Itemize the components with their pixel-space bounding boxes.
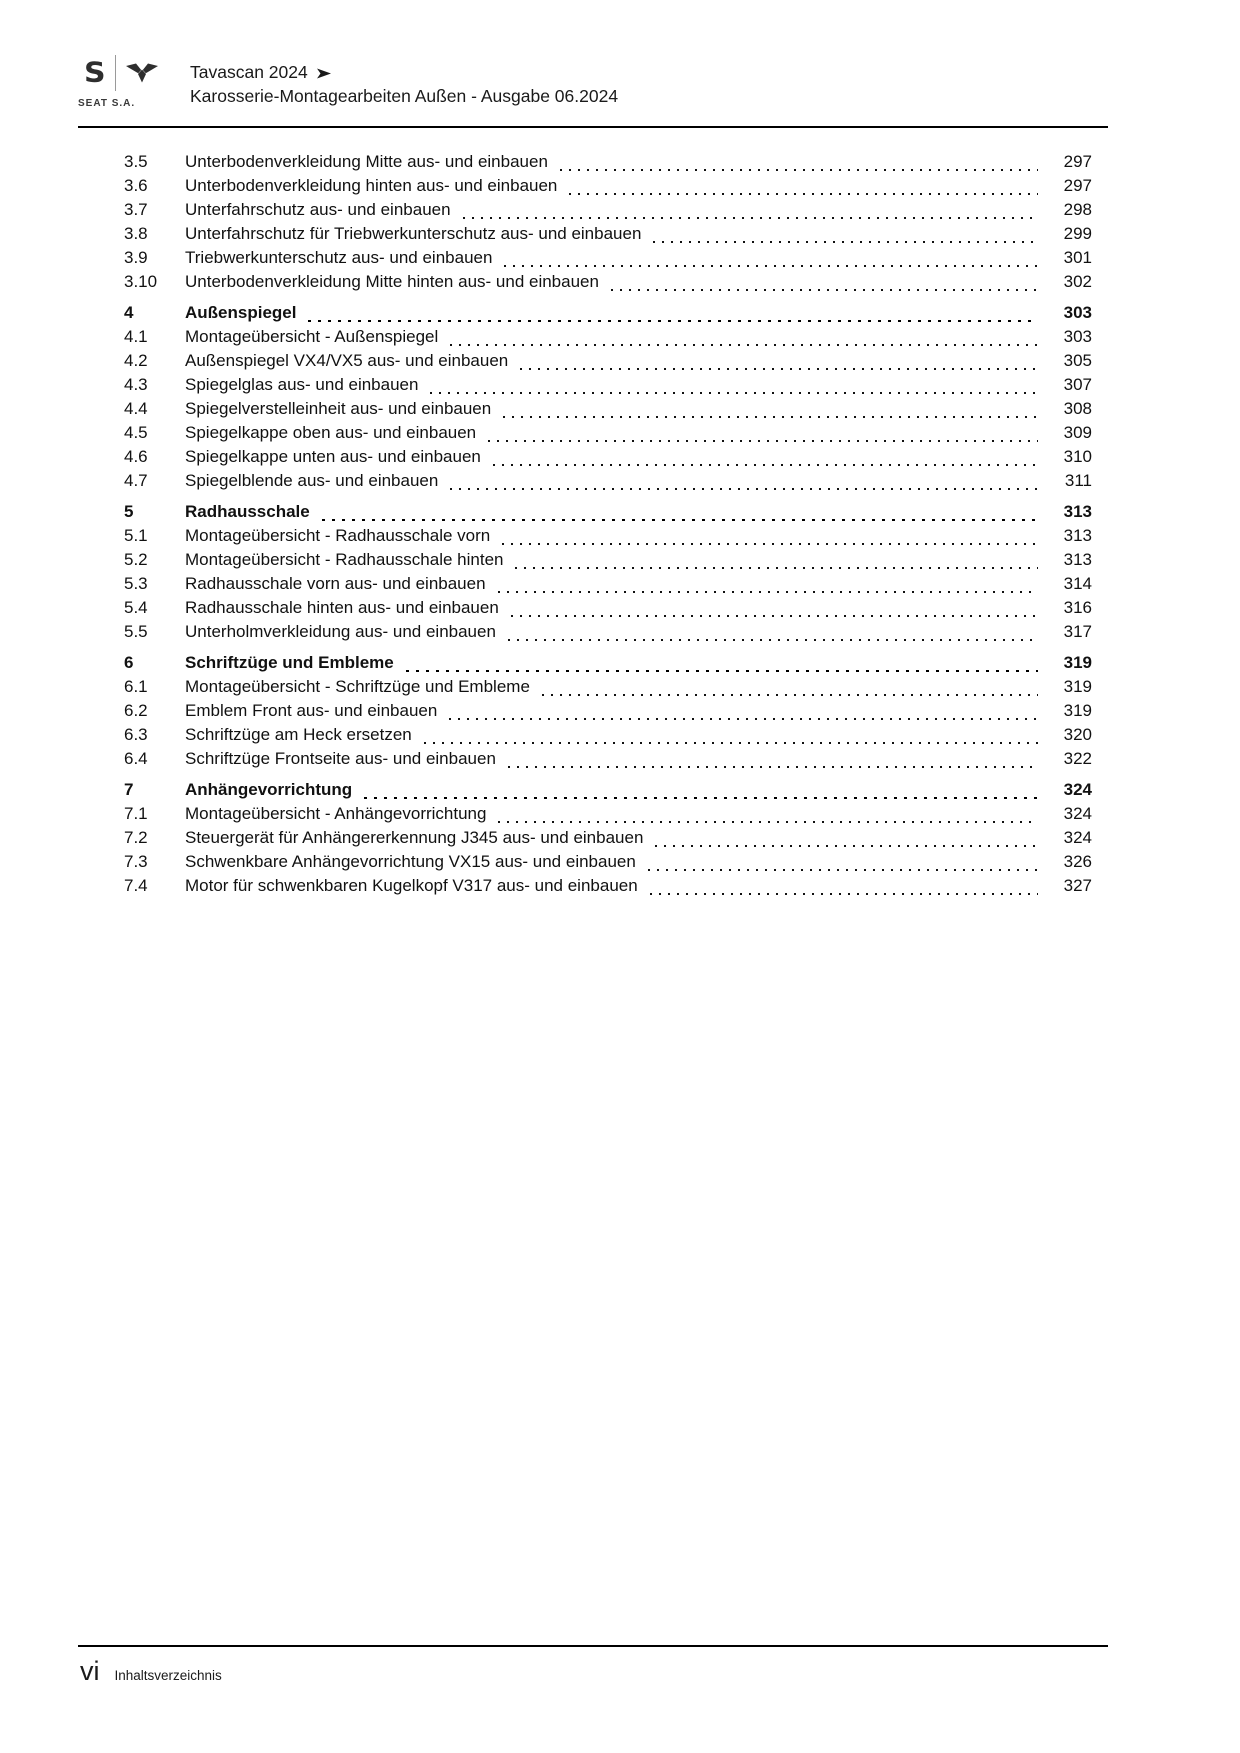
toc-entry-page: 327 [1046, 876, 1092, 1753]
toc-row [78, 876, 1108, 900]
logo-divider [115, 55, 116, 91]
dot-leader [493, 464, 1038, 466]
toc-row [78, 248, 1108, 272]
toc-row [78, 550, 1108, 574]
toc-row [78, 471, 1108, 495]
toc-row [78, 224, 1108, 248]
toc-entry-title: Radhausschale vorn aus- und einbauen [185, 574, 486, 593]
toc-entry-number: 4.1 [124, 327, 148, 346]
dot-leader [560, 169, 1038, 171]
toc-entry-number: 5.5 [124, 622, 148, 641]
toc-entry-title: Montageübersicht - Anhängevorrichtung [185, 804, 487, 823]
toc-entry-page: 326 [1046, 852, 1092, 1753]
toc-entry-page: 319 [1046, 653, 1092, 1753]
toc-entry-title: Spiegelglas aus- und einbauen [185, 375, 419, 394]
toc-row [78, 653, 1108, 677]
toc-entry-page: 303 [1046, 303, 1092, 1753]
toc-row [78, 447, 1108, 471]
toc-entry-page: 309 [1046, 423, 1092, 1753]
footer-rule [78, 1645, 1108, 1647]
toc-entry-number: 5.1 [124, 526, 148, 545]
toc-entry-page: 314 [1046, 574, 1092, 1753]
dot-leader [508, 766, 1038, 768]
toc-entry-number: 3.5 [124, 152, 148, 171]
toc-entry-number: 3.6 [124, 176, 148, 195]
toc-entry-page: 299 [1046, 224, 1092, 1753]
brand-block [78, 52, 188, 109]
dot-leader [504, 265, 1038, 267]
toc-row [78, 804, 1108, 828]
toc-entry-page: 319 [1046, 677, 1092, 1753]
dot-leader [430, 392, 1038, 394]
dot-leader [502, 543, 1038, 545]
toc-row [78, 622, 1108, 646]
arrow-icon [317, 66, 332, 79]
page-footer [80, 1656, 222, 1686]
toc-row [78, 502, 1108, 526]
dot-leader [449, 718, 1038, 720]
toc-entry-title: Spiegelverstelleinheit aus- und einbauen [185, 399, 492, 418]
toc-entry-title: Unterbodenverkleidung Mitte aus- und einbauen [185, 152, 548, 171]
toc-entry-page: 313 [1046, 526, 1092, 1753]
dot-leader [424, 742, 1038, 744]
footer-section-label: Inhaltsverzeichnis [114, 1668, 222, 1683]
toc-entry-page: 313 [1046, 550, 1092, 1753]
brand-name: SEAT S.A. [78, 98, 136, 109]
header-titles [188, 52, 618, 108]
dot-leader [450, 344, 1038, 346]
toc-entry-number: 7.1 [124, 804, 148, 823]
toc-entry-title: Schwenkbare Anhängevorrichtung VX15 aus- und einbauen [185, 852, 636, 871]
toc-entry-title: Unterfahrschutz für Triebwerkunterschutz aus- und einbauen [185, 224, 642, 243]
toc-entry-page: 308 [1046, 399, 1092, 1753]
toc-row [78, 152, 1108, 176]
dot-leader [308, 320, 1038, 323]
toc-entry-number: 3.9 [124, 248, 148, 267]
toc-entry-title: Unterholmverkleidung aus- und einbauen [185, 622, 496, 641]
toc-entry-number: 7 [124, 780, 134, 799]
toc-entry-title: Unterbodenverkleidung hinten aus- und einbauen [185, 176, 558, 195]
toc-entry-page: 307 [1046, 375, 1092, 1753]
toc-entry-number: 4.2 [124, 351, 148, 370]
footer-page-number: vi [80, 1656, 100, 1686]
toc-entry-number: 7.3 [124, 852, 148, 871]
toc-row [78, 272, 1108, 296]
toc-row [78, 526, 1108, 550]
dot-leader [520, 368, 1038, 370]
dot-leader [611, 289, 1038, 291]
toc-entry-title: Emblem Front aus- und einbauen [185, 701, 438, 720]
toc-entry-number: 7.4 [124, 876, 148, 895]
toc-entry-page: 302 [1046, 272, 1092, 1753]
toc-entry-number: 3.7 [124, 200, 148, 219]
toc-entry-page: 301 [1046, 248, 1092, 1753]
toc-entry-title: Steuergerät für Anhängererkennung J345 aus- und einbauen [185, 828, 644, 847]
toc-row [78, 677, 1108, 701]
toc-entry-title: Motor für schwenkbaren Kugelkopf V317 aus- und einbauen [185, 876, 638, 895]
dot-leader [498, 821, 1038, 823]
toc-entry-title: Montageübersicht - Schriftzüge und Embleme [185, 677, 530, 696]
dot-leader [322, 519, 1038, 522]
toc-entry-number: 5.3 [124, 574, 148, 593]
toc-entry-number: 6 [124, 653, 134, 672]
toc-entry-title: Spiegelkappe unten aus- und einbauen [185, 447, 481, 466]
toc-entry-page: 320 [1046, 725, 1092, 1753]
document-title-subject: Karosserie-Montagearbeiten Außen - Ausgabe 06.2024 [190, 86, 619, 106]
toc-entry-title: Triebwerkunterschutz aus- und einbauen [185, 248, 493, 267]
dot-leader [503, 416, 1038, 418]
toc-entry-title: Radhausschale hinten aus- und einbauen [185, 598, 499, 617]
toc-entry-page: 319 [1046, 701, 1092, 1753]
toc-entry-page: 298 [1046, 200, 1092, 1753]
toc-entry-page: 317 [1046, 622, 1092, 1753]
toc-entry-page: 324 [1046, 804, 1092, 1753]
dot-leader [569, 193, 1038, 195]
toc-entry-title: Außenspiegel VX4/VX5 aus- und einbauen [185, 351, 509, 370]
toc-entry-title: Montageübersicht - Radhausschale vorn [185, 526, 491, 545]
toc-entry-title: Montageübersicht - Außenspiegel [185, 327, 439, 346]
toc-row [78, 303, 1108, 327]
toc-entry-page: 311 [1046, 471, 1092, 1753]
cupra-logo-icon [125, 61, 159, 85]
dot-leader [542, 694, 1038, 696]
toc-entry-number: 4.3 [124, 375, 148, 394]
toc-row [78, 701, 1108, 725]
toc-entry-number: 3.8 [124, 224, 148, 243]
toc-row [78, 375, 1108, 399]
toc-row [78, 423, 1108, 447]
toc-list [78, 152, 1108, 900]
toc-entry-title: Schriftzüge Frontseite aus- und einbauen [185, 749, 496, 768]
toc-entry-page: 316 [1046, 598, 1092, 1753]
toc-entry-title: Montageübersicht - Radhausschale hinten [185, 550, 504, 569]
toc-entry-number: 4 [124, 303, 134, 322]
dot-leader [655, 845, 1038, 847]
toc-entry-number: 5 [124, 502, 134, 521]
toc-entry-title: Radhausschale [185, 502, 310, 521]
toc-row [78, 780, 1108, 804]
toc-entry-page: 313 [1046, 502, 1092, 1753]
toc-entry-number: 7.2 [124, 828, 148, 847]
toc-entry-number: 5.2 [124, 550, 148, 569]
seat-logo-icon: S [84, 56, 106, 89]
toc-entry-number: 6.2 [124, 701, 148, 720]
toc-entry-title: Schriftzüge und Embleme [185, 653, 394, 672]
page-header [78, 52, 1108, 109]
toc-row [78, 725, 1108, 749]
toc-row [78, 200, 1108, 224]
toc-entry-number: 6.3 [124, 725, 148, 744]
dot-leader [653, 241, 1038, 243]
dot-leader [450, 488, 1038, 490]
toc-row [78, 351, 1108, 375]
toc-entry-number: 3.10 [124, 272, 158, 291]
dot-leader [648, 869, 1038, 871]
toc-row [78, 828, 1108, 852]
toc-row [78, 598, 1108, 622]
toc-entry-page: 324 [1046, 828, 1092, 1753]
toc-entry-title: Spiegelkappe oben aus- und einbauen [185, 423, 477, 442]
toc-row [78, 749, 1108, 773]
toc-entry-title: Unterfahrschutz aus- und einbauen [185, 200, 451, 219]
toc-entry-page: 305 [1046, 351, 1092, 1753]
toc-entry-page: 310 [1046, 447, 1092, 1753]
dot-leader [508, 639, 1038, 641]
dot-leader [498, 591, 1038, 593]
dot-leader [406, 670, 1038, 673]
toc-row [78, 327, 1108, 351]
toc-entry-title: Spiegelblende aus- und einbauen [185, 471, 439, 490]
toc-entry-page: 324 [1046, 780, 1092, 1753]
toc-row [78, 852, 1108, 876]
toc-entry-title: Anhängevorrichtung [185, 780, 353, 799]
dot-leader [364, 797, 1038, 800]
toc-entry-page: 303 [1046, 327, 1092, 1753]
dot-leader [515, 567, 1038, 569]
toc-row [78, 176, 1108, 200]
dot-leader [463, 217, 1038, 219]
toc-row [78, 399, 1108, 423]
toc-row [78, 574, 1108, 598]
logo-row [84, 52, 159, 94]
toc-entry-title: Außenspiegel [185, 303, 297, 322]
toc-entry-number: 5.4 [124, 598, 148, 617]
toc-entry-number: 6.1 [124, 677, 148, 696]
toc-entry-number: 4.7 [124, 471, 148, 490]
toc-entry-page: 322 [1046, 749, 1092, 1753]
toc-entry-number: 4.6 [124, 447, 148, 466]
dot-leader [488, 440, 1038, 442]
header-rule [78, 126, 1108, 128]
dot-leader [511, 615, 1038, 617]
toc-entry-title: Unterbodenverkleidung Mitte hinten aus- und einbauen [185, 272, 599, 291]
toc-entry-page: 297 [1046, 152, 1092, 1753]
toc-entry-number: 4.4 [124, 399, 148, 418]
document-title-model: Tavascan 2024 [190, 62, 308, 82]
toc-entry-number: 6.4 [124, 749, 148, 768]
toc-entry-title: Schriftzüge am Heck ersetzen [185, 725, 412, 744]
toc-entry-number: 4.5 [124, 423, 148, 442]
dot-leader [650, 893, 1038, 895]
toc-entry-page: 297 [1046, 176, 1092, 1753]
